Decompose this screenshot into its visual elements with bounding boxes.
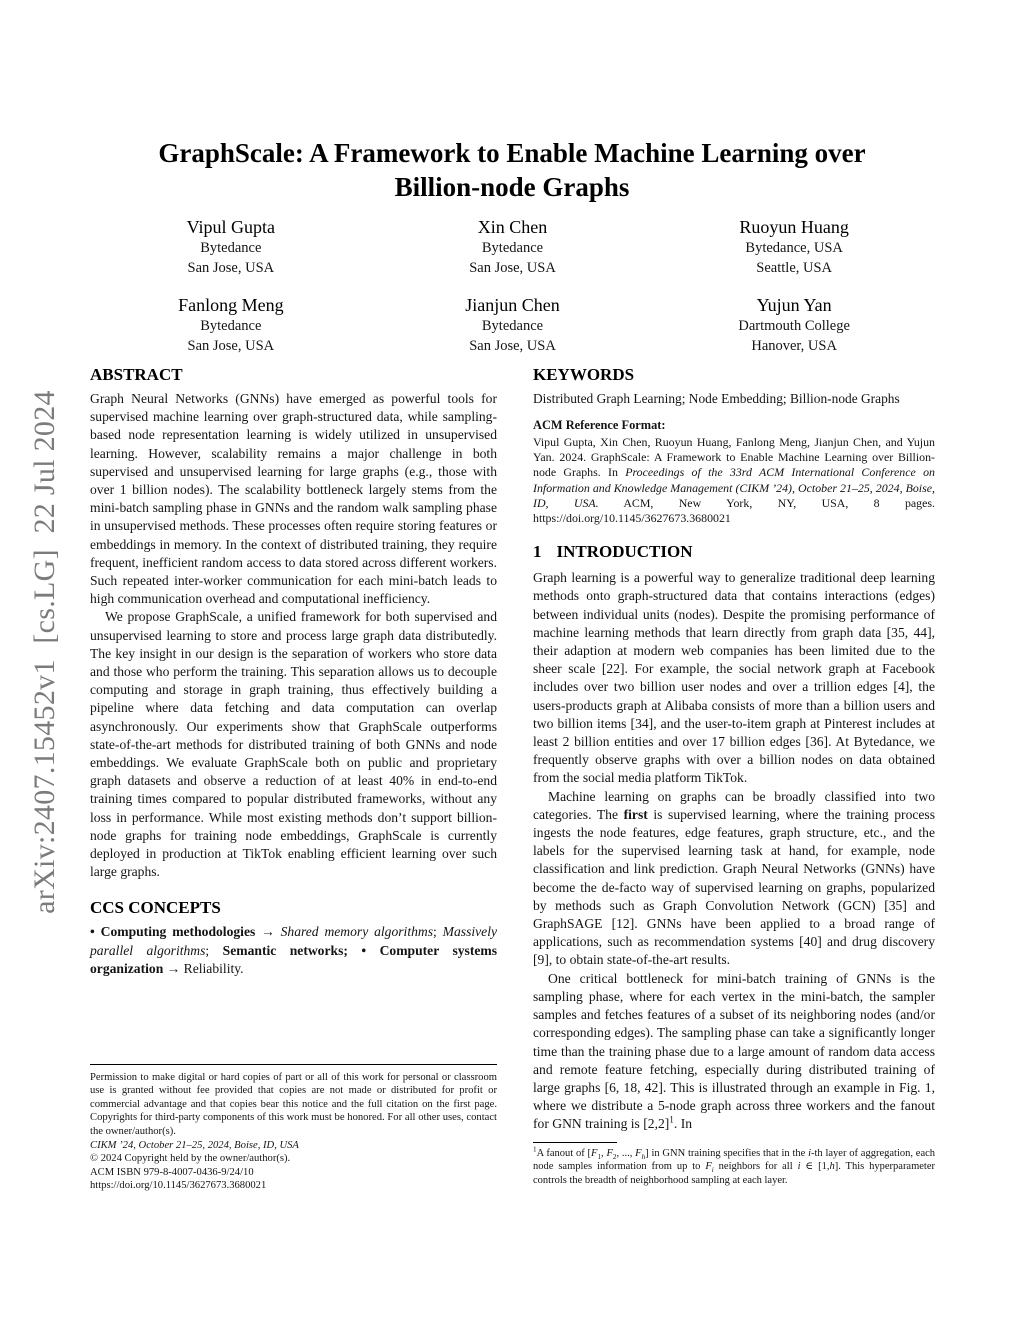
author-name: Ruoyun Huang [739,217,849,237]
author-name: Fanlong Meng [178,295,284,315]
footnote-marker: 1 [669,1114,674,1125]
author-name: Yujun Yan [756,295,832,315]
footnote-segment: A fanout of [ [536,1147,592,1159]
footnote-segment: , ..., [616,1147,636,1159]
ccs-concept-italic: Shared memory algorithms [280,924,434,940]
author-city: San Jose, USA [187,259,275,276]
footnote-segment: -th layer of aggregation, each node samples information from up to [533,1147,936,1173]
author-affiliation: Dartmouth College [738,318,850,334]
author-block [653,216,935,278]
section-number: 1 [533,542,542,562]
author-affiliation: Bytedance [200,318,262,334]
math-var: h [829,1161,835,1173]
author-city: San Jose, USA [469,259,556,276]
author-city: San Jose, USA [187,337,275,354]
math-subscript: i [711,1166,714,1175]
footnote-number: 1 [533,1145,537,1154]
footnote-block [533,1142,935,1188]
acm-reference-pre: Vipul Gupta, Xin Chen, Ruoyun Huang, Fanlong Meng, Jianjun Chen, and Yujun Yan. 2024. GraphScale: A Framework to Enable Machine Learning over Billion-node Graphs. In [533,435,935,480]
footnote-segment: , [601,1147,607,1159]
acm-reference-venue: Proceedings of the 33rd ACM International Conference on Information and Knowledge Management (CIKM ’24), October 21–25, 2024, Boise, ID, USA. [533,465,935,510]
author-block [372,294,654,356]
authors-grid [90,216,935,356]
permission-block [90,1064,497,1193]
ccs-concept-plain: Reliability. [183,960,244,976]
author-block [653,294,935,356]
intro-p3-pre: One critical bottleneck for mini-batch training of GNNs is the sampling phase, where for each vertex in the mini-batch, the sampler samples and fetches features of a subset of its neighboring nodes (and/or corresponding edges). The sampling phase can take a significantly longer time than the training phase due to a large amount of random data access and remote feature fetching, especially during distributed training of large graphs [6, 18, 42]. This is illustrated through an example in Fig. 1, where we distribute a 5-node graph across three workers and the fanout for GNN training is [2,2] [533,970,935,1132]
abstract-paragraph-1: Graph Neural Networks (GNNs) have emerged as powerful tools for supervised machine learning over graph-structured data, while sampling-based node representation learning is widely utilized in unsupervised learning. However, scalability remains a major challenge in both supervised and unsupervised learning for large graphs (e.g., those with over 1 billion nodes). The scalability bottleneck largely stems from the mini-batch sampling phase in GNNs and the random walk sampling phase in unsupervised methods. These processes often require storing features or embeddings in memory. In the context of distributed training, they require frequent, inefficient random access to data stored across different workers. Such repeated inter-worker communication for each mini-batch leads to high communication overhead and computational inefficiency. [90,391,497,607]
footnote-segment: ∈ [1, [800,1161,830,1173]
intro-p2-bold-word: first [623,806,648,822]
math-var: i [797,1161,801,1173]
ccs-arrow: → [163,960,184,976]
math-var: i [808,1147,812,1159]
acm-reference-post: ACM, New York, NY, USA, 8 pages. [598,495,936,510]
intro-paragraph-1: Graph learning is a powerful way to generalize traditional deep learning methods onto graph-structured data that contains interactions (edges) between individual units (nodes). Despite the promising performance of machine learning methods that learn directly from graph data [35, 44], their adaption at modern web companies has been limited due to the sheer scale [22]. For example, the social network graph at Facebook includes over two billion user nodes and over a trillion edges [4], the users-products graph at Alibaba consists of more than a billion users and two billion items [34], and the user-to-item graph at Pinterest includes at least 2 billion entities and over 17 billion edges [36]. At Bytedance, we frequently observe graphs with over a billion nodes on data obtained from the social media platform TikTok. [533,570,935,786]
intro-p2-post: is supervised learning, where the training process ingests the node features, edge features, graph structure, etc., and the labels for the supervised learning task at hand, for example, node classification and link prediction. Graph Neural Networks (GNNs) have become the de-facto way of supervised learning on graphs, popularized by methods such as Graph Convolution Network (GCN) [35] and GraphSAGE [12]. GNNs have been applied to a broad range of applications, such as recommendation systems [40] and drug discovery [9], to obtain state-of-the-art results. [533,806,936,968]
author-city: San Jose, USA [469,337,556,354]
math-subscript: 2 [612,1152,617,1161]
left-column [90,364,497,1193]
isbn-line: ACM ISBN 979-8-4007-0436-9/24/10 [90,1166,254,1178]
author-name: Vipul Gupta [186,217,276,237]
author-affiliation: Bytedance [200,240,262,256]
section-title: INTRODUCTION [556,542,693,562]
author-affiliation: Bytedance [481,318,544,334]
author-block [90,294,372,356]
ccs-separator: ; [205,942,223,958]
ccs-concept-italic: Massively parallel algorithms [90,924,498,958]
paper-title [0,136,1024,204]
introduction-heading [533,541,935,562]
paper-title-line2: Billion-node Graphs [394,172,630,202]
author-affiliation: Bytedance [481,240,544,256]
author-name: Xin Chen [477,217,548,237]
math-var: F [705,1161,712,1173]
math-subscript: h [641,1152,646,1161]
footnote-segment: ] in GNN training specifies that in the [645,1147,809,1159]
paper-title-line1: GraphScale: A Framework to Enable Machine Learning over [158,138,866,168]
author-affiliation: Bytedance, USA [745,240,843,256]
math-subscript: 1 [597,1152,602,1161]
acm-reference-label: ACM Reference Format: [533,418,666,432]
doi-link[interactable]: https://doi.org/10.1145/3627673.3680021 [533,511,731,526]
ccs-bullet: ; • [343,942,380,958]
ccs-separator: ; [433,924,443,940]
author-city: Seattle, USA [756,259,833,276]
footnote-text [533,1147,935,1188]
conference-line: CIKM ’24, October 21–25, 2024, Boise, ID, USA [90,1139,299,1151]
footnote-rule [533,1142,617,1143]
doi-link[interactable]: https://doi.org/10.1145/3627673.3680021 [90,1180,267,1192]
abstract-heading: ABSTRACT [90,365,183,384]
author-city: Hanover, USA [751,337,837,354]
keywords-text: Distributed Graph Learning; Node Embedding; Billion-node Graphs [533,391,900,406]
ccs-concept-bold: Computing methodologies [100,924,256,940]
author-block [372,216,654,278]
arxiv-watermark: arXiv:2407.15452v1 [cs.LG] 22 Jul 2024 [28,390,61,914]
two-column-body [90,364,935,1193]
math-var: F [606,1147,613,1159]
permission-rule [90,1064,497,1065]
ccs-concept-bold: Computer systems organization [90,942,497,976]
intro-p2-pre: Machine learning on graphs can be broadly classified into two categories. The [533,788,935,822]
ccs-arrow: → [255,924,281,940]
acm-reference-text [533,435,935,526]
author-block [90,216,372,278]
math-var: F [591,1147,598,1159]
abstract-paragraph-2: We propose GraphScale, a unified framework for both supervised and unsupervised learning to store and process large graph data distributedly. The key insight in our design is the separation of workers who store data and those who perform the training. This separation allows us to decouple computing and storage in graph training, thus effectively building a pipeline where data fetching and data computation can overlap asynchronously. Our experiments show that GraphScale outperforms state-of-the-art methods for distributed training of both GNNs and node embeddings. We evaluate GraphScale both on public and proprietary graph datasets and observe a reduction of at least 40% in end-to-end training times compared to popular distributed frameworks, without any loss in performance. While most existing methods don’t support billion-node graphs for training node embeddings, GraphScale is currently deployed in production at TikTok enabling efficient learning over such large graphs. [90,609,497,880]
ccs-bullet: • [90,924,101,940]
keywords-heading: KEYWORDS [533,365,635,384]
intro-p3-post: . In [673,1116,693,1132]
ccs-concepts-line [90,923,497,978]
intro-paragraph-2 [533,788,935,970]
copyright-line: © 2024 Copyright held by the owner/author(s). [90,1153,291,1165]
author-name: Jianjun Chen [465,295,560,315]
math-var: F [635,1147,642,1159]
right-column [533,364,935,1193]
ccs-heading: CCS CONCEPTS [90,898,221,918]
permission-text: Permission to make digital or hard copies of part or all of this work for personal or classroom use is granted without fee provided that copies are not made or distributed for profit or commercial advantage and that copies bear this notice and the full citation on the first page. Copyrights for third-party components of this work must be honored. For all other uses, contact the owner/author(s). [90,1071,497,1138]
ccs-concept-bold: Semantic networks [222,942,344,958]
footnote-segment: neighbors for all [713,1161,798,1173]
footnote-segment: ]. This hyperparameter controls the breadth of neighborhood sampling at each layer. [533,1161,935,1186]
intro-paragraph-3 [533,970,935,1134]
